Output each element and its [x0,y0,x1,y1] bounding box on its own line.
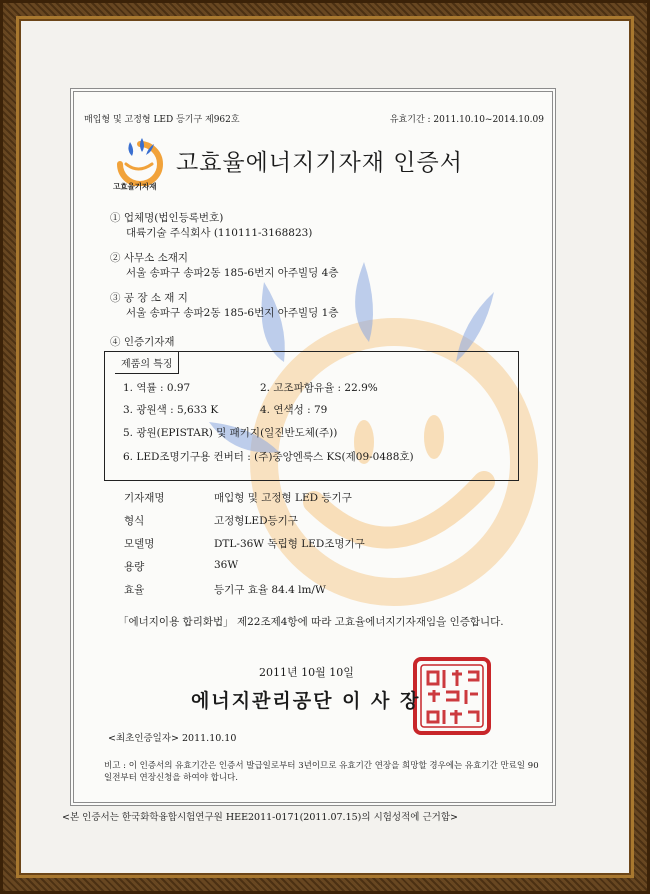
validity-period: 유효기간 : 2011.10.10~2014.10.09 [389,115,544,125]
efficiency-logo-icon [108,136,178,186]
company-label: ① 업체명(법인등록번호) [110,212,224,224]
spec-value-capacity: 36W [214,559,239,571]
spec-value-name: 매입형 및 고정형 LED 등기구 [214,492,352,504]
remarks-note: 비고 : 이 인증서의 유효기간은 인증서 발급일로부터 3년이므로 유효기간 연장을 희망할 경우에는 유효기간 만료일 90일전부터 연장신청을 하여야 합니다. [104,761,539,783]
issue-date: 2011년 10월 10일 [259,666,354,679]
spec-value-efficiency: 등기구 효율 84.4 lm/W [214,584,326,596]
spec-value-type: 고정형LED등기구 [214,515,298,527]
features-box [104,351,519,481]
official-seal-icon [412,656,492,736]
feature-item: 1. 역률 : 0.97 [123,382,191,394]
certificate-title: 고효율에너지기자재 인증서 [176,150,463,176]
factory-value: 서울 송파구 송파2동 185-6번지 아주빌딩 1층 [126,307,339,319]
equipment-label: ④ 인증기자재 [110,336,175,348]
spec-label-efficiency: 효율 [124,584,145,596]
spec-label-type: 형식 [124,515,145,527]
issuer-name: 에너지관리공단 이 사 장 [191,690,421,712]
feature-item: 3. 광원색 : 5,633 K [123,404,219,416]
feature-item: 2. 고조파함유율 : 22.9% [260,382,378,394]
company-value: 대륙기술 주식회사 (110111-3168823) [126,227,313,239]
spec-label-capacity: 용량 [124,561,145,573]
factory-label: ③ 공 장 소 재 지 [110,292,188,304]
feature-item: 6. LED조명기구용 컨버터 : (주)중앙엔룩스 KS(제09-0488호) [123,451,414,463]
logo-caption: 고효율기자재 [113,182,157,191]
certification-statement: 「에너지이용 합리화법」 제22조제4항에 따라 고효율에너지기자재임을 인증합니다. [118,616,504,628]
feature-item: 4. 연색성 : 79 [260,404,328,416]
test-report-footer: <본 인증서는 한국화학융합시험연구원 HEE2011-0171(2011.07.15)의 시험성적에 근거함> [62,812,458,823]
features-title: 제품의 특징 [115,352,179,374]
spec-label-name: 기자재명 [124,492,165,504]
certificate-paper [70,88,556,806]
spec-label-model: 모델명 [124,538,155,550]
spec-value-model: DTL-36W 독립형 LED조명기구 [214,538,365,550]
office-value: 서울 송파구 송파2동 185-6번지 아주빌딩 4층 [126,267,339,279]
certificate-number: 매입형 및 고정형 LED 등기구 제962호 [84,115,240,125]
first-cert-date: <최초인증일자> 2011.10.10 [108,733,237,744]
office-label: ② 사무소 소재지 [110,252,189,264]
feature-item: 5. 광원(EPISTAR) 및 패키지(일진반도체(주)) [123,427,338,439]
